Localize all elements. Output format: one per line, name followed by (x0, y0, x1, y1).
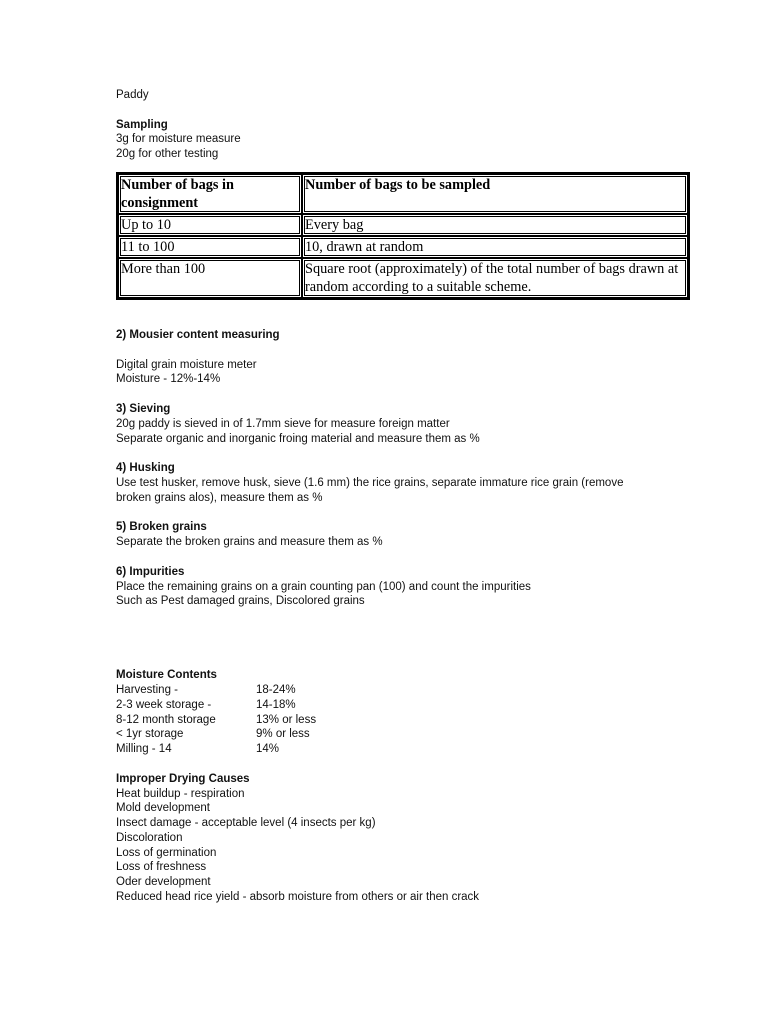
section-heading: 6) Impurities (116, 565, 185, 578)
moisture-label: Milling - 14 (116, 743, 172, 756)
table-header-cell: Number of bags to be sampled (302, 174, 688, 214)
drying-line: Oder development (116, 876, 211, 889)
moisture-row (116, 727, 696, 742)
moisture-label: 8-12 month storage (116, 713, 216, 726)
moisture-label: Harvesting - (116, 683, 178, 696)
sampling-line: 3g for moisture measure (116, 133, 241, 146)
drying-line: Loss of germination (116, 846, 217, 859)
sampling-table (116, 172, 690, 300)
section-line: Digital grain moisture meter (116, 358, 257, 371)
section-heading: 4) Husking (116, 462, 175, 475)
drying-heading: Improper Drying Causes (116, 772, 250, 785)
section-heading: 3) Sieving (116, 402, 171, 415)
drying-line: Mold development (116, 802, 210, 815)
section-line: Use test husker, remove husk, sieve (1.6 mm) the rice grains, separate immature rice grain (remove (116, 476, 624, 489)
section-line: 20g paddy is sieved in of 1.7mm sieve for measure foreign matter (116, 417, 450, 430)
table-cell: Square root (approximately) of the total number of bags drawn at random according to a suitable scheme. (302, 258, 688, 298)
moisture-label: < 1yr storage (116, 728, 184, 741)
section-line: Such as Pest damaged grains, Discolored grains (116, 595, 365, 608)
doc-title: Paddy (116, 89, 149, 101)
moisture-value: 18-24% (256, 683, 296, 696)
table-cell: Every bag (302, 214, 688, 236)
section-line (116, 343, 696, 358)
moisture-row (116, 713, 696, 728)
table-cell: 11 to 100 (118, 236, 302, 258)
drying-line: Discoloration (116, 831, 183, 844)
moisture-label: 2-3 week storage - (116, 698, 212, 711)
moisture-heading: Moisture Contents (116, 669, 217, 682)
moisture-row (116, 698, 696, 713)
table-cell: 10, drawn at random (302, 236, 688, 258)
table-header-row (118, 174, 688, 214)
section-line: Moisture - 12%-14% (116, 373, 221, 386)
table-row (118, 236, 688, 258)
moisture-value: 13% or less (256, 713, 317, 726)
drying-line: Insect damage - acceptable level (4 insects per kg) (116, 817, 376, 830)
table-row (118, 258, 688, 298)
document-page (116, 88, 696, 905)
section-line: broken grains alos), measure them as % (116, 491, 323, 504)
drying-line: Loss of freshness (116, 861, 207, 874)
table-cell: More than 100 (118, 258, 302, 298)
table-header-cell: Number of bags in consignment (118, 174, 302, 214)
moisture-value: 14-18% (256, 698, 296, 711)
table-row (118, 214, 688, 236)
section-line: Separate organic and inorganic froing material and measure them as % (116, 432, 480, 445)
moisture-value: 14% (256, 743, 280, 756)
sampling-line: 20g for other testing (116, 148, 219, 161)
table-cell: Up to 10 (118, 214, 302, 236)
section-line: Separate the broken grains and measure them as % (116, 536, 383, 549)
section-line: Place the remaining grains on a grain counting pan (100) and count the impurities (116, 580, 531, 593)
sampling-heading: Sampling (116, 118, 168, 131)
moisture-row (116, 742, 696, 757)
section-heading: 5) Broken grains (116, 521, 207, 534)
moisture-row (116, 683, 696, 698)
moisture-value: 9% or less (256, 728, 310, 741)
drying-line: Heat buildup - respiration (116, 787, 245, 800)
section-heading: 2) Mousier content measuring (116, 328, 280, 341)
drying-line: Reduced head rice yield - absorb moisture from others or air then crack (116, 891, 480, 904)
